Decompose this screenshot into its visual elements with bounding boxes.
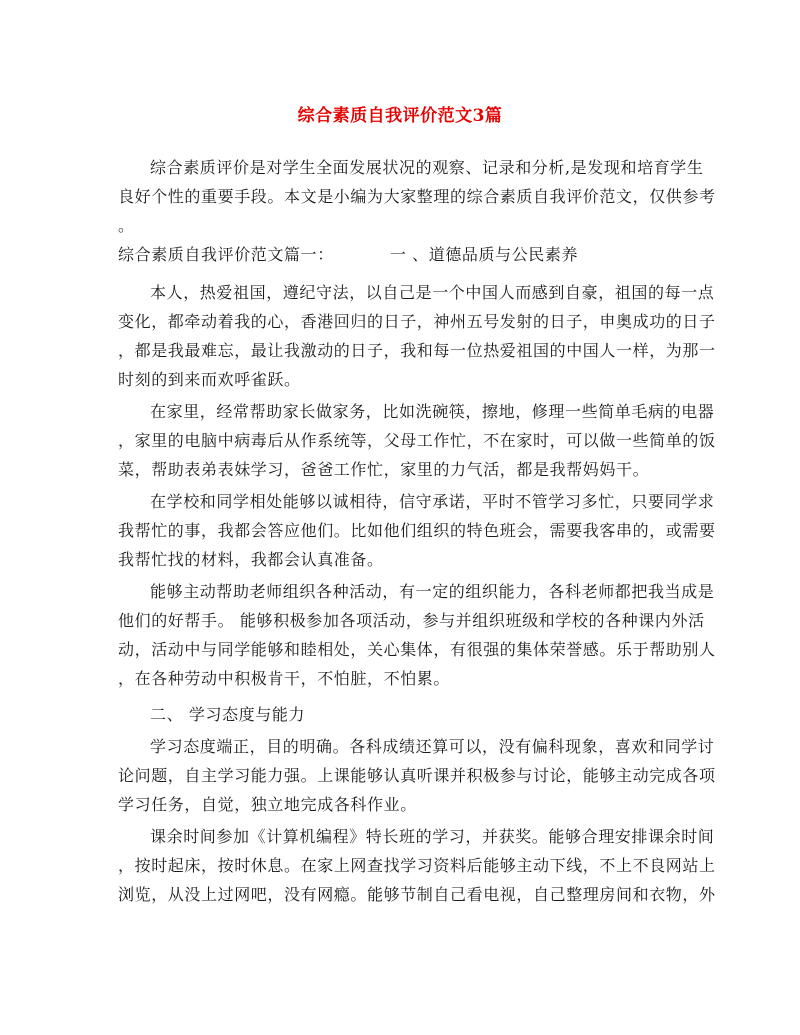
paragraph-line: ，都是我最难忘，最让我激动的日子，我和每一位热爱祖国的中国人一样，为那一	[118, 341, 716, 360]
paragraph-line: 。	[118, 216, 135, 235]
paragraph-line: ，按时起床，按时休息。在家上网查找学习资料后能够主动下线，不上不良网站上	[118, 856, 716, 875]
section-heading-line	[118, 244, 578, 266]
paragraph-line: 本人，热爱祖国，遵纪守法，以自己是一个中国人而感到自豪，祖国的每一点	[150, 283, 715, 302]
paragraph-line: 能够主动帮助老师组织各种活动，有一定的组织能力，各科老师都把我当成是	[150, 582, 715, 601]
paragraph-line: 良好个性的重要手段。本文是小编为大家整理的综合素质自我评价范文，仅供参考	[118, 187, 716, 206]
paragraph-line: 学习任务，自觉，独立地完成各科作业。	[118, 795, 417, 814]
article-heading: 综合素质自我评价范文篇一：	[118, 245, 334, 264]
paragraph-line: 时刻的到来而欢呼雀跃。	[118, 370, 301, 389]
paragraph-line: 综合素质评价是对学生全面发展状况的观察、记录和分析,是发现和培育学生	[150, 158, 704, 177]
paragraph-line: 菜，帮助表弟表妹学习，爸爸工作忙，家里的力气活，都是我帮妈妈干。	[118, 460, 650, 479]
paragraph-line: 课余时间参加《计算机编程》特长班的学习，并获奖。能够合理安排课余时间	[150, 827, 715, 846]
document-title: 综合素质自我评价范文3篇	[297, 106, 503, 126]
paragraph-line: 学习态度端正，目的明确。各科成绩还算可以，没有偏科现象，喜欢和同学讨	[150, 737, 715, 756]
paragraph-line: 我帮忙找的材料，我都会认真准备。	[118, 550, 384, 569]
paragraph-line: 动，活动中与同学能够和睦相处，关心集体，有很强的集体荣誉感。乐于帮助别人	[118, 640, 716, 659]
paragraph-line: 在学校和同学相处能够以诚相待，信守承诺，平时不管学习多忙，只要同学求	[150, 492, 715, 511]
section-heading: 二、 学习态度与能力	[150, 705, 306, 724]
paragraph-line: 他们的好帮手。 能够积极参加各项活动，参与并组织班级和学校的各种课内外活	[118, 611, 705, 630]
paragraph-line: ，家里的电脑中病毒后从作系统等，父母工作忙，不在家时，可以做一些简单的饭	[118, 431, 716, 450]
paragraph-line: 浏览，从没上过网吧，没有网瘾。能够节制自己看电视，自己整理房间和衣物，外	[118, 885, 716, 904]
paragraph-line: 变化，都牵动着我的心，香港回归的日子，神州五号发射的日子，申奥成功的日子	[118, 312, 716, 331]
section-heading: 一 、道德品质与公民素养	[389, 245, 579, 264]
paragraph-line: 在家里，经常帮助家长做家务，比如洗碗筷，擦地，修理一些简单毛病的电器	[150, 402, 715, 421]
paragraph-line: 论问题，自主学习能力强。上课能够认真听课并积极参与讨论，能够主动完成各项	[118, 766, 716, 785]
paragraph-line: 我帮忙的事，我都会答应他们。比如他们组织的特色班会，需要我客串的，或需要	[118, 521, 716, 540]
paragraph-line: ，在各种劳动中积极肯干，不怕脏，不怕累。	[118, 669, 451, 688]
